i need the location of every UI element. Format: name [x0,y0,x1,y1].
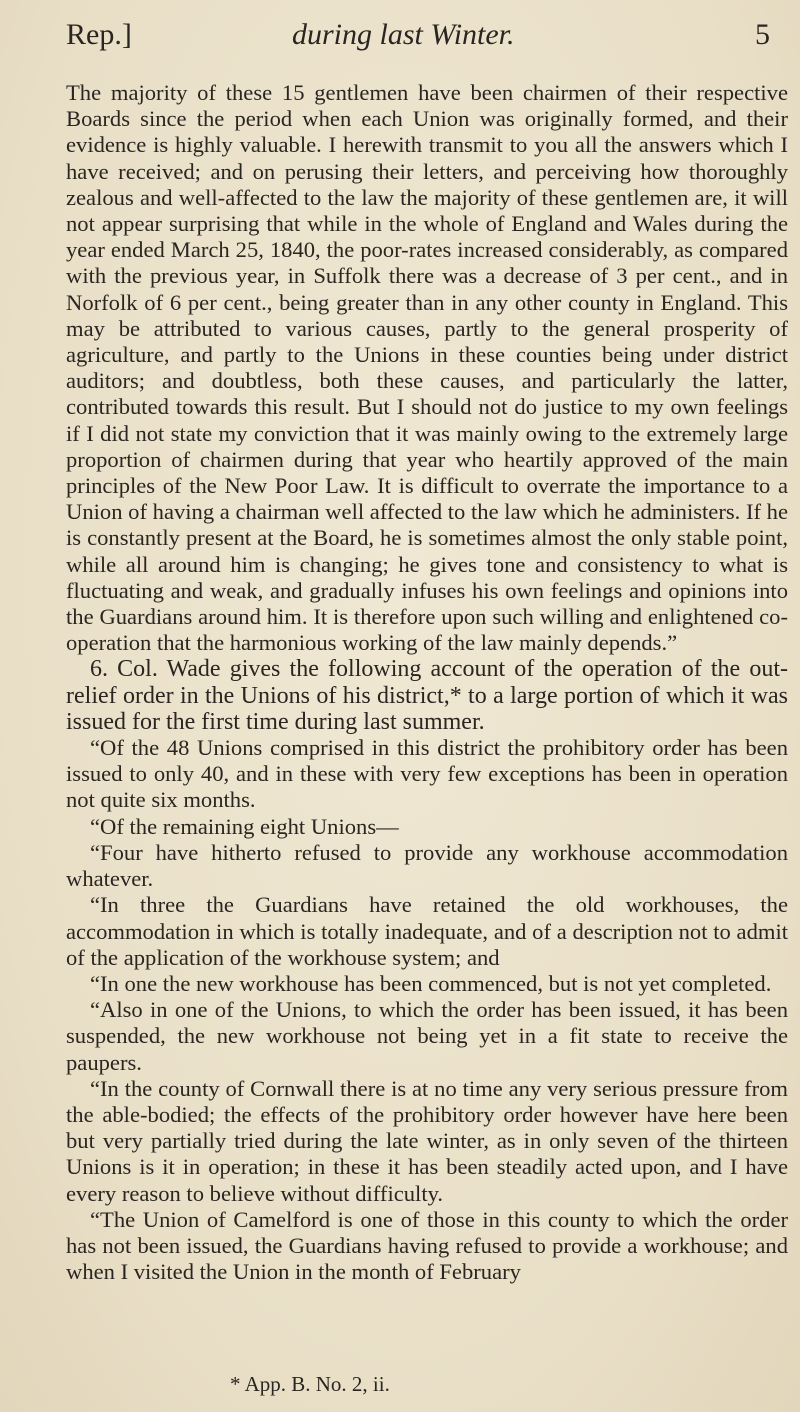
paragraph: “In the county of Cornwall there is at no time any very serious pressure from the able-bodied; the effects of the prohibitory order however have here been but very partially tried during the late winter, as in only seven of the thirteen Unions is it in operation; in these it has been steadily acted upon, and I have every reason to believe without difficulty. [66,1075,788,1206]
page-number: 5 [755,18,770,51]
paragraph: “The Union of Camelford is one of those in this county to which the order has not been issued, the Guardians having refused to provide a workhouse; and when I visited the Union in the month of February [66,1206,788,1285]
paragraph: “Of the remaining eight Unions— [90,813,399,839]
paragraph: “Of the 48 Unions comprised in this district the prohibitory order has been issued to only 40, and in these with very few exceptions has been in operation not quite six months. [66,735,788,813]
body-text [66,80,788,1285]
footnote: * App. B. No. 2, ii. [230,1372,390,1396]
paragraph: “Four have hitherto refused to provide any workhouse accommodation whatever. [66,839,788,892]
paragraph: “In one the new workhouse has been commenced, but is not yet completed. [90,970,772,996]
paragraph: The majority of these 15 gentlemen have been chairmen of their respective Boards since the period when each Union was originally formed, and their evidence is highly valuable. I herewith transmit to you all the answers which I have received; and on perusing their letters, and perceiving how thoroughly zealous and well-affected to the law the majority of these gentlemen are, it will not appear surprising that while in the whole of England and Wales during the year ended March 25, 1840, the poor-rates increased considerably, as compared with the previous year, in Suffolk there was a decrease of 3 per cent., and in Norfolk of 6 per cent., being greater than in any other county in England. This may be attributed to various causes, partly to the general prosperity of agriculture, and partly to the Unions in these counties being under district auditors; and doubtless, both these causes, and particularly the latter, contributed towards this result. But I should not do justice to my own feelings if I did not state my conviction that it was mainly owing to the extremely large proportion of chairmen during that year who heartily approved of the main principles of the New Poor Law. It is difficult to overrate the importance to a Union of having a chairman well affected to the law which he administers. If he is constantly present at the Board, he is sometimes almost the only stable point, while all around him is changing; he gives tone and consistency to what is fluctuating and weak, and gradually infuses his own feelings and opinions into the Guardians around him. It is therefore upon such willing and enlightened co-operation that the harmonious working of the law mainly depends.” [66,80,788,656]
running-header [66,18,770,58]
running-title: during last Winter. [292,18,515,51]
paragraph: “Also in one of the Unions, to which the order has been issued, it has been suspended, the new workhouse not being yet in a fit state to receive the paupers. [66,997,788,1075]
paragraph: “In three the Guardians have retained the old workhouses, the accommodation in which is totally inadequate, and of a description not to admit of the application of the workhouse system; and [66,892,788,970]
paragraph: 6. Col. Wade gives the following account of the operation of the out-relief order in the Unions of his district,* to a large portion of which it was issued for the first time during last summer. [66,656,788,735]
report-marker: Rep.] [66,18,132,51]
